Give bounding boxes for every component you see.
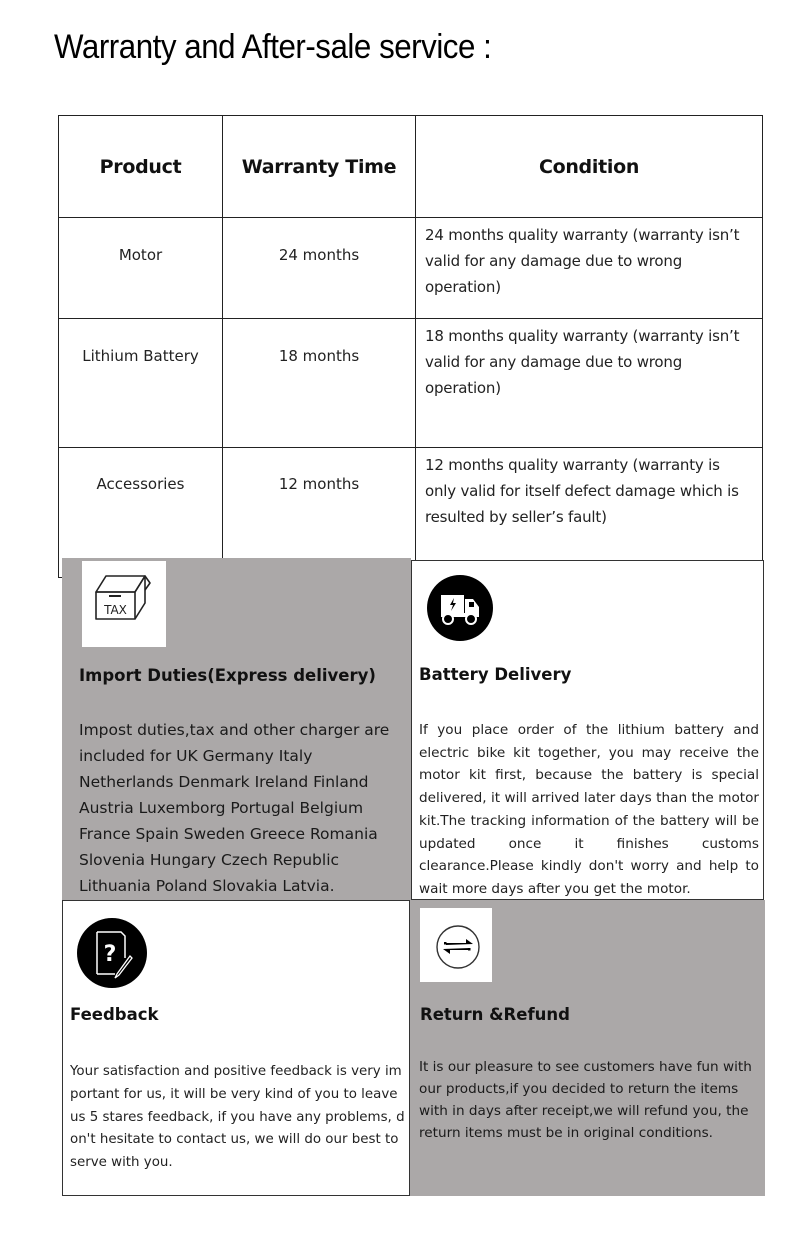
- battery-delivery-panel: [411, 560, 764, 900]
- cell-condition: 12 months quality warranty (warranty is only valid for itself defect damage which is resulted by seller’s fault): [416, 448, 763, 578]
- table-row: [59, 319, 763, 448]
- table-header-row: [59, 116, 763, 218]
- cell-product: Lithium Battery: [59, 319, 223, 448]
- svg-text:TAX: TAX: [104, 603, 127, 617]
- table-row: [59, 218, 763, 319]
- question-document-icon: [77, 918, 147, 988]
- battery-delivery-text: If you place order of the lithium battery and electric bike kit together, you may receive the motor kit first, because the battery is special delivered, it will arrived later days than the motor kit.The tracking information of the battery will be updated once it finishes customs clearance.Please kindly don't worry and help to wait more days after you get the motor.: [419, 722, 759, 897]
- feedback-panel: [62, 900, 410, 1196]
- import-duties-panel: [62, 558, 411, 900]
- header-product: Product: [59, 116, 223, 218]
- header-warranty-time: Warranty Time: [223, 116, 416, 218]
- exchange-arrows-icon: [420, 908, 492, 982]
- cell-condition: 18 months quality warranty (warranty isn’t valid for any damage due to wrong operation): [416, 319, 763, 448]
- cell-condition: 24 months quality warranty (warranty isn’t valid for any damage due to wrong operation): [416, 218, 763, 319]
- import-duties-text: Impost duties,tax and other charger are included for UK Germany Italy Netherlands Denmark Ireland Finland Austria Luxemborg Portugal Belgium France Spain Sweden Greece Romania Slovenia Hungary Czech Republic Lithuania Poland Slovakia Latvia.: [79, 721, 390, 895]
- import-duties-title: Import Duties(Express delivery): [79, 666, 376, 685]
- feedback-title: Feedback: [70, 1005, 159, 1024]
- tax-box-icon: [82, 561, 166, 647]
- feedback-text: Your satisfaction and positive feedback is very important for us, it will be very kind of you to leave us 5 stares feedback, if you have any problems, don't hesitate to contact us, we will do our best to serve with you.: [70, 1064, 405, 1171]
- electric-truck-icon: [427, 575, 493, 641]
- cell-product: Motor: [59, 218, 223, 319]
- cell-warranty-time: 18 months: [223, 319, 416, 448]
- warranty-table: [58, 115, 763, 578]
- battery-delivery-title: Battery Delivery: [419, 665, 572, 684]
- svg-text:?: ?: [103, 942, 117, 967]
- cell-warranty-time: 24 months: [223, 218, 416, 319]
- header-condition: Condition: [416, 116, 763, 218]
- cell-warranty-time: 12 months: [223, 448, 416, 578]
- cell-product: Accessories: [59, 448, 223, 578]
- return-refund-title: Return &Refund: [420, 1005, 570, 1024]
- return-refund-panel: [410, 900, 765, 1196]
- page-title: Warranty and After-sale service :: [54, 28, 492, 66]
- return-refund-text: It is our pleasure to see customers have fun with our products,if you decided to return the items with in days after receipt,we will refund you, the return items must be in original conditions.: [419, 1059, 752, 1141]
